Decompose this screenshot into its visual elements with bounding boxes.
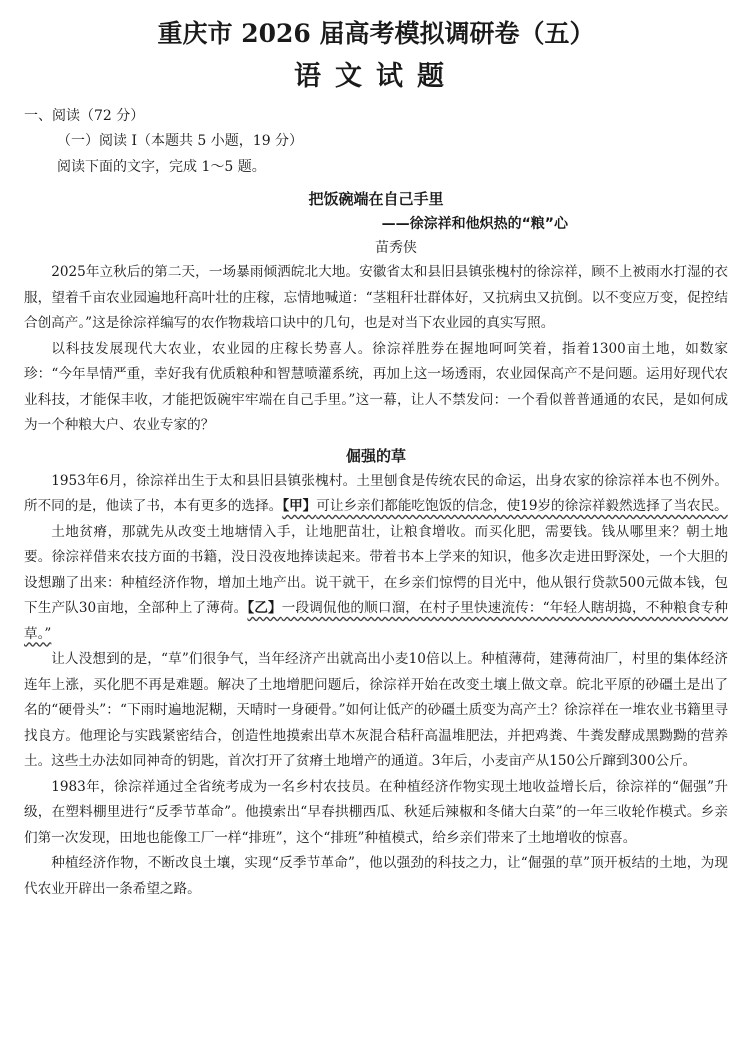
paragraph-4 bbox=[24, 520, 728, 648]
marked-sentence-jia bbox=[282, 498, 728, 514]
marked-text-jia: 可让乡亲们都能吃饱饭的信念，使19岁的徐淙祥毅然选择了当农民。 bbox=[316, 498, 728, 514]
paragraph-4-text: 土地贫瘠，那就先从改变土地塘情入手，让地肥苗壮，让粮食增收。而买化肥，需要钱。钱从哪里来？朝土地要。徐淙祥借来农技方面的书籍，没日没夜地捧读起来。带着书本上学来的知识，他多次走进田野深处，一个大胆的设想蹦了出来：种植经济作物，增加土地产出。说干就干，在乡亲们惊愕的目光中，他从银行贷款500元做本钱，包下生产队30亩地，全部种上了薄荷。 bbox=[24, 523, 728, 616]
section-title: 一、阅读（72 分） bbox=[24, 108, 145, 124]
paragraph-5: 让人没想到的是，“草”们很争气，当年经济产出就高出小麦10倍以上。种植薄荷，建薄荷油厂，村里的集体经济连年上涨，买化肥不再是难题。解决了土地增肥问题后，徐淙祥开始在改变土壤上做文章。皖北平原的砂礓土是出了名的“硬骨头”：“下雨时遍地泥糊，天晴时一身硬骨。”如何让低产的砂礓土质变为高产土？徐淙祥在一堆农业书籍里寻找良方。他理论与实践紧密结合，创造性地摸索出草木灰混合秸秆高温堆肥法，并把鸡粪、牛粪发酵成黑黝黝的营养土。这些土办法如同神奇的钥匙，首次打开了贫瘠土地增产的通道。3年后，小麦亩产从150公斤蹿到300公斤。 bbox=[24, 651, 728, 769]
article-subtitle: ——徐淙祥和他炽热的“粮”心 bbox=[381, 216, 568, 232]
marker-jia: 【甲】 bbox=[282, 498, 317, 514]
subject-title: 语文试题 bbox=[294, 61, 458, 92]
paragraph-3-text: 1953年6月，徐淙祥出生于太和县旧县镇张槐村。土里刨食是传统农民的命运，出身农家的徐淙祥本也不例外。所不同的是，他读了书，本有更多的选择。 bbox=[24, 472, 728, 514]
marker-yi: 【乙】 bbox=[247, 600, 282, 616]
paragraph-6: 1983年，徐淙祥通过全省统考成为一名乡村农技员。在种植经济作物实现土地收益增长后，徐淙祥的“倔强”升级，在塑料棚里进行“反季节革命”。他摸索出“早春拱棚西瓜、秋延后辣椒和冬储大白菜”的一年三收轮作模式。乡亲们第一次发现，田地也能像工厂一样“排班”，这个“排班”种植模式，给乡亲们带来了土地增收的惊喜。 bbox=[24, 778, 728, 846]
paragraph-7: 种植经济作物，不断改良土壤，实现“反季节革命”，他以强劲的科技之力，让“倔强的草”顶开板结的土地，为现代农业开辟出一条希望之路。 bbox=[24, 855, 728, 897]
paragraph-1: 2025年立秋后的第二天，一场暴雨倾洒皖北大地。安徽省太和县旧县镇张槐村的徐淙祥，顾不上被雨水打湿的衣服，望着千亩农业园遍地秆高叶壮的庄稼，忘情地喊道：“茎粗秆壮群体好，又抗病虫又抗倒。以不变应万变，促控结合创高产。”这是徐淙祥编写的农作物栽培口诀中的几句，也是对当下农业园的真实写照。 bbox=[24, 264, 728, 331]
marked-text-yi: 一段调侃他的顺口溜，在村子里快速流传：“年轻人瞎胡捣，不种粮食专种草。” bbox=[24, 600, 729, 642]
paragraph-3 bbox=[24, 469, 728, 520]
paragraph-2: 以科技发展现代大农业，农业园的庄稼长势喜人。徐淙祥胜券在握地呵呵笑着，指着1300亩土地，如数家珍：“今年旱情严重，幸好我有优质粮种和智慧喷灌系统，再加上这一场透雨，农业园保高产不是问题。运用好现代农业科技，才能保丰收，才能把饭碗牢牢端在自己手里。”这一幕，让人不禁发问：一个看似普普通通的农民，是如何成为一个种粮大户、农业专家的？ bbox=[24, 340, 728, 433]
exam-title: 重庆市 2026 届高考模拟调研卷（五） bbox=[157, 19, 595, 48]
instruction-text: 阅读下面的文字，完成 1～5 题。 bbox=[57, 159, 266, 175]
section-heading: 倔强的草 bbox=[345, 446, 406, 465]
article-title: 把饭碗端在自己手里 bbox=[308, 190, 444, 208]
subsection-title: （一）阅读 I（本题共 5 小题，19 分） bbox=[57, 133, 304, 149]
article-author: 苗秀侠 bbox=[375, 240, 417, 256]
